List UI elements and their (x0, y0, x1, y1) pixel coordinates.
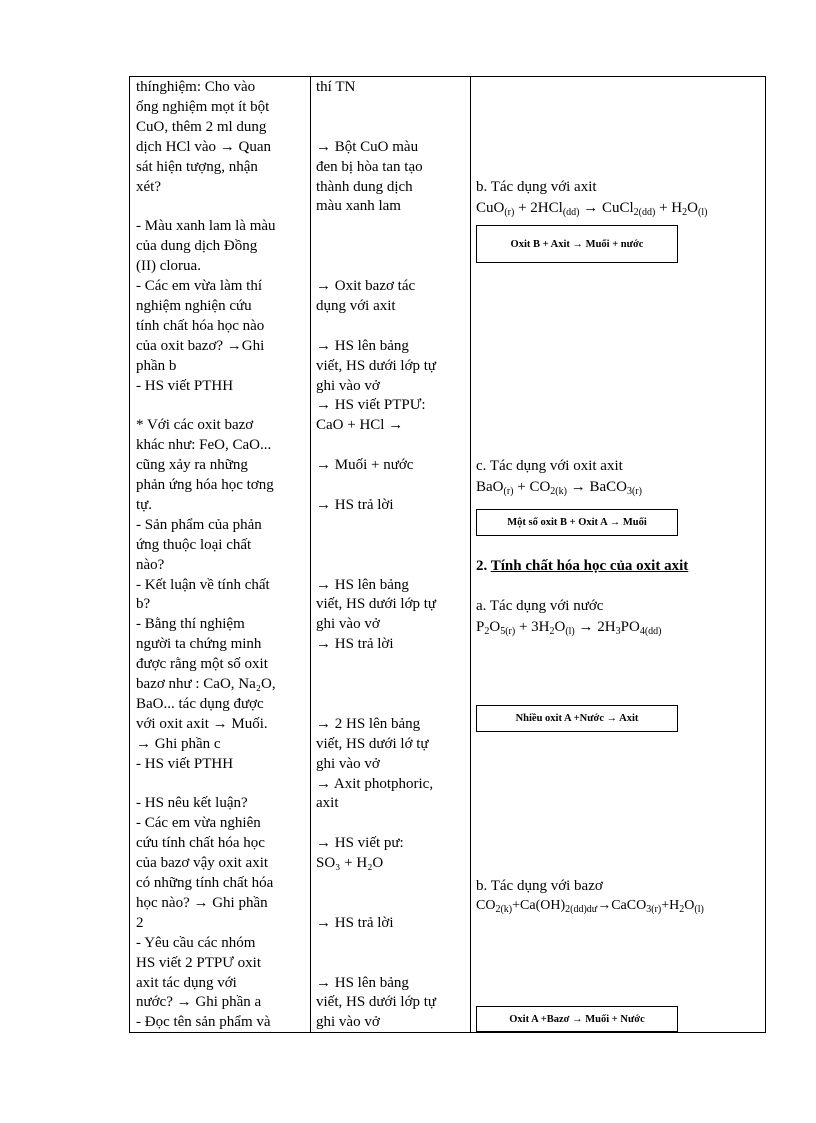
teacher-line: - Các em vừa nghiên (136, 815, 261, 832)
rule-box-acidic-oxide-water: Nhiều oxit A +Nước → Axit (476, 705, 678, 732)
teacher-line: ứng thuộc loại chất (136, 536, 252, 553)
teacher-line: 2 (136, 914, 144, 931)
c-acidic-oxide-title: c. Tác dụng với oxit axit (476, 458, 623, 474)
student-line: → Bột CuO màu (316, 138, 419, 155)
student-line: ghi vào vở (316, 1014, 380, 1031)
student-line: viết, HS dưới lớp tự (316, 994, 437, 1011)
teacher-line: khác như: FeO, CaO... (136, 437, 272, 454)
teacher-line: - HS viết PTHH (136, 377, 234, 394)
teacher-line: của oxit bazơ? →Ghi (136, 337, 265, 354)
teacher-line: BaO... tác dụng được (136, 695, 264, 712)
student-line: ghi vào vở (316, 755, 380, 772)
b-acid-title: b. Tác dụng với axit (476, 179, 597, 195)
a-water-title: a. Tác dụng với nước (476, 598, 604, 614)
student-line: dụng với axit (316, 297, 396, 314)
teacher-line: của bazơ vậy oxit axit (136, 855, 269, 872)
teacher-line: được rằng một số oxit (136, 656, 268, 673)
student-line: → 2 HS lên bảng (316, 715, 421, 732)
student-line: → Oxit bazơ tác (316, 278, 416, 294)
teacher-line: người ta chứng minh (136, 636, 262, 653)
teacher-line: có những tính chất hóa (136, 875, 274, 891)
teacher-line: - Các em vừa làm thí (136, 278, 263, 294)
teacher-line: của dung dịch Đồng (136, 238, 258, 255)
student-line: → HS viết PTPƯ: (316, 397, 426, 414)
content-column (476, 77, 766, 1032)
student-line: CaO + HCl → (316, 417, 404, 434)
student-line: viết, HS dưới lớ tự (316, 735, 429, 752)
lesson-table (129, 76, 766, 1033)
student-line: → HS trả lời (316, 496, 394, 513)
student-line: → HS trả lời (316, 914, 394, 931)
teacher-line: - HS viết PTHH (136, 755, 234, 772)
teacher-line: dịch HCl vào → Quan (136, 138, 271, 155)
student-line: ghi vào vở (316, 377, 380, 394)
teacher-line: nào? (136, 556, 165, 573)
teacher-line: thínghiệm: Cho vào (136, 79, 256, 95)
teacher-line: - Màu xanh lam là màu (136, 218, 276, 235)
teacher-line: học nào? → Ghi phần (136, 894, 268, 911)
teacher-line: CuO, thêm 2 ml dung (136, 118, 267, 135)
c-acidic-oxide-equation: $BaO_{(r)} + CO_{2(k)}$ → BaCO$_{3(r)}$ (476, 479, 642, 497)
rule-box-acidic-oxide-base: Oxit A +Bazơ → Muối + Nước (476, 1006, 678, 1032)
teacher-line: - Yêu cầu các nhóm (136, 934, 256, 951)
teacher-line: axit tác dụng với (136, 974, 237, 991)
b-base-title: b. Tác dụng với bazơ (476, 878, 603, 894)
teacher-line: tính chất hóa học nào (136, 317, 265, 334)
student-line: → HS lên bảng (316, 576, 409, 593)
student-line: → HS lên bảng (316, 337, 409, 354)
rule-box-basic-acidic-oxide: Một số oxit B + Oxit A → Muối (476, 509, 678, 536)
teacher-line: - Đọc tên sản phẩm và (136, 1014, 271, 1031)
teacher-line: nước? → Ghi phần a (136, 994, 262, 1011)
teacher-line: b? (136, 596, 151, 613)
column-divider-1 (310, 77, 311, 1032)
student-line: → HS trả lời (316, 636, 394, 653)
a-water-equation: $P_2O_{5(r)} + 3H_2O_{(l)} \to 2H_3PO_{4(dd)}$ (476, 619, 662, 637)
student-line: → HS lên bảng (316, 974, 409, 991)
rule-box-basic-oxide-acid: Oxit B + Axit → Muối + nước (476, 225, 678, 263)
student-line: → Muối + nước (316, 457, 414, 474)
teacher-line: HS viết 2 PTPƯ oxit (136, 954, 261, 971)
b-acid-equation: CuO$_{(r)}$ + 2HCl$_{(dd)}$ → CuCl$_{2(dd)}$ + $H_2O_{(l)}$ (476, 200, 708, 218)
column-divider-2 (470, 77, 471, 1032)
student-line: → HS viết pư: (316, 835, 404, 852)
teacher-line: cũng xảy ra những (136, 457, 248, 474)
teacher-line: với oxit axit → Muối. (136, 715, 268, 732)
student-line: viết, HS dưới lớp tự (316, 357, 437, 374)
teacher-line: - Bằng thí nghiệm (136, 616, 245, 633)
teacher-line: * Với các oxit bazơ (136, 417, 254, 434)
b-base-equation: $CO_{2(k)}+Ca(OH)_{2(dd)dư}\to CaCO_{3(r)}+H_2O_{(l)}$ (476, 898, 704, 915)
student-line: màu xanh lam (316, 198, 401, 215)
student-line: → Axit photphoric, (316, 775, 434, 792)
teacher-line: - Sản phẩm của phản (136, 516, 262, 533)
teacher-line: cứu tính chất hóa học (136, 835, 265, 852)
section-2-heading: 2. Tính chất hóa học của oxit axit (476, 558, 689, 574)
teacher-line: sát hiện tượng, nhận (136, 158, 258, 175)
teacher-line: - HS nêu kết luận? (136, 795, 248, 812)
student-line: thí TN (316, 79, 356, 95)
student-line: đen bị hòa tan tạo (316, 158, 423, 175)
teacher-line: ống nghiệm mọt ít bột (136, 98, 270, 115)
student-line: SO₃ + H₂O (316, 855, 384, 872)
student-line: viết, HS dưới lớp tự (316, 596, 437, 613)
student-line: ghi vào vở (316, 616, 380, 633)
teacher-line: nghiệm nghiện cứu (136, 297, 252, 314)
teacher-line: - Kết luận về tính chất (136, 576, 270, 593)
teacher-line: phần b (136, 357, 177, 374)
student-line: axit (316, 795, 339, 812)
teacher-line: bazơ như : CaO, Na₂O, (136, 676, 276, 692)
teacher-line: → Ghi phần c (136, 735, 221, 752)
student-line: thành dung dịch (316, 178, 413, 195)
teacher-line: (II) clorua. (136, 258, 201, 275)
teacher-line: tự. (136, 496, 153, 513)
teacher-line: xét? (136, 178, 161, 195)
teacher-line: phản ứng hóa học tơng (136, 477, 274, 493)
